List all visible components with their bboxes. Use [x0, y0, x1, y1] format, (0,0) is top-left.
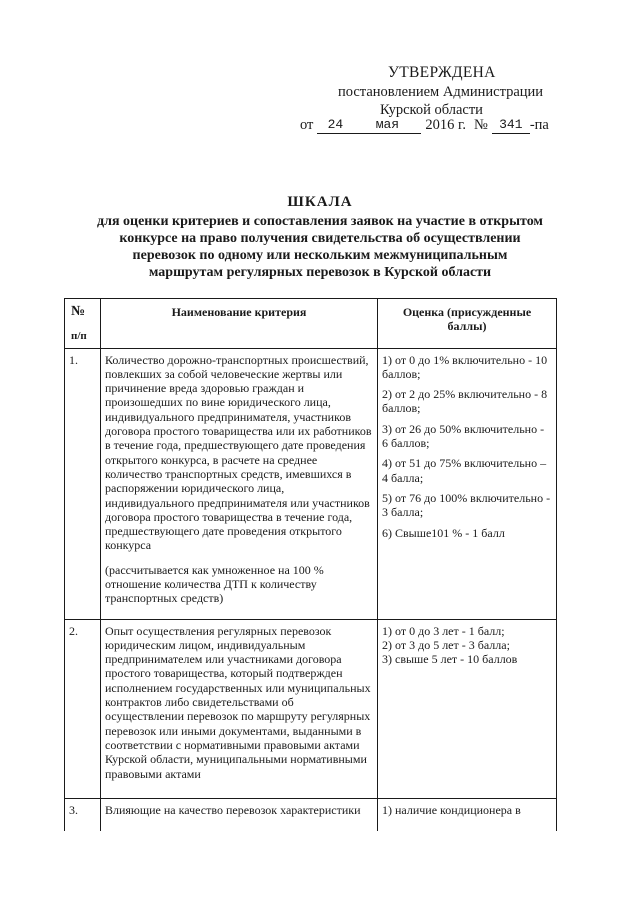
table-row: [65, 798, 557, 831]
table-header-row: [65, 299, 557, 349]
number-label: №: [473, 117, 488, 133]
document-subtitle-line: конкурсе на право получения свидетельства об осуществлении: [119, 231, 521, 246]
document-subtitle-line: маршрутам регулярных перевозок в Курской области: [148, 265, 492, 280]
table-row: [65, 348, 557, 619]
approval-region: Курской области: [380, 102, 483, 118]
header-number-pp: п/п: [71, 330, 87, 343]
row-criterion: Опыт осуществления регулярных перевозок юридическим лицом, индивидуальным предпринимателем или участниками договора простого товарищества, который подтвержден исполнением государственных или муниципальных контрактов либо свидетельствами об осуществлении перевозок по маршруту регулярных перевозок или иными документами, выданными в соответствии с нормативными правовыми актами Курской области, муниципальными нормативными правовыми актами: [101, 619, 378, 798]
score-item: 5) от 76 до 100% включительно - 3 балла;: [382, 490, 551, 520]
approval-number-suffix: -па: [529, 117, 549, 133]
score-item: 1) наличие кондиционера в: [382, 802, 521, 817]
score-item: 2) от 3 до 5 лет - 3 балла;: [382, 637, 510, 652]
approval-day: 24: [317, 117, 353, 134]
document-subtitle-line: перевозок по одному или нескольким межмуниципальным: [132, 248, 508, 263]
criterion-note: (рассчитывается как умноженное на 100 % отношение количества ДТП к количеству транспортных средств): [105, 562, 324, 606]
approval-authority: постановлением Администрации: [338, 84, 544, 100]
row-number: 1.: [65, 348, 101, 619]
criterion-text: Количество дорожно-транспортных происшествий, повлекших за собой человеческие жертвы или причинение вреда здоровью граждан и произошедших по вине юридического лица, индивидуального предпринимателя, участников договора простого товарищества или их работников в течение года, предшествующего дате проведения открытого конкурса, в расчете на среднее количество транспортных средств, имевшихся в распоряжении юридического лица, индивидуального предпринимателя или участников договора простого товарищества в течение года, предшествующего дате проведения открытого конкурса: [105, 352, 372, 553]
score-item: 4) от 51 до 75% включительно –4 балла;: [382, 456, 547, 485]
approval-number: 341: [492, 117, 530, 134]
row-criterion: [101, 348, 378, 619]
approval-block: [0, 0, 640, 150]
header-criterion: Наименование критерия: [101, 299, 378, 349]
criteria-table: [64, 298, 557, 831]
score-item: 3) свыше 5 лет - 10 баллов: [382, 652, 518, 667]
score-item: 2) от 2 до 25% включительно - 8 баллов;: [382, 387, 548, 416]
row-scores: [378, 619, 557, 798]
score-item: 6) Свыше101 % - 1 балл: [382, 525, 505, 540]
row-number: 3.: [65, 798, 101, 831]
from-label: от: [300, 117, 314, 133]
header-score: Оценка (присужденные баллы): [378, 299, 557, 349]
score-item: 1) от 0 до 1% включительно - 10 баллов;: [382, 352, 548, 381]
document-title: ШКАЛА: [287, 194, 353, 210]
document-heading: [60, 194, 580, 281]
row-criterion: Влияющие на качество перевозок характеристики: [101, 798, 378, 831]
header-number-sign: №: [71, 304, 86, 319]
score-item: 3) от 26 до 50% включительно - 6 баллов;: [382, 421, 545, 451]
approval-date-row: [300, 117, 549, 134]
row-number: 2.: [65, 619, 101, 798]
document-subtitle-line: для оценки критериев и сопоставления заявок на участие в открытом: [97, 214, 543, 229]
approval-month: мая: [353, 117, 421, 134]
header-number: [65, 299, 101, 349]
row-scores: [378, 348, 557, 619]
row-scores: [378, 798, 557, 831]
table-row: [65, 619, 557, 798]
approval-title: УТВЕРЖДЕНА: [388, 64, 496, 81]
score-item: 1) от 0 до 3 лет - 1 балл;: [382, 623, 505, 638]
approval-year: 2016 г.: [425, 117, 466, 133]
